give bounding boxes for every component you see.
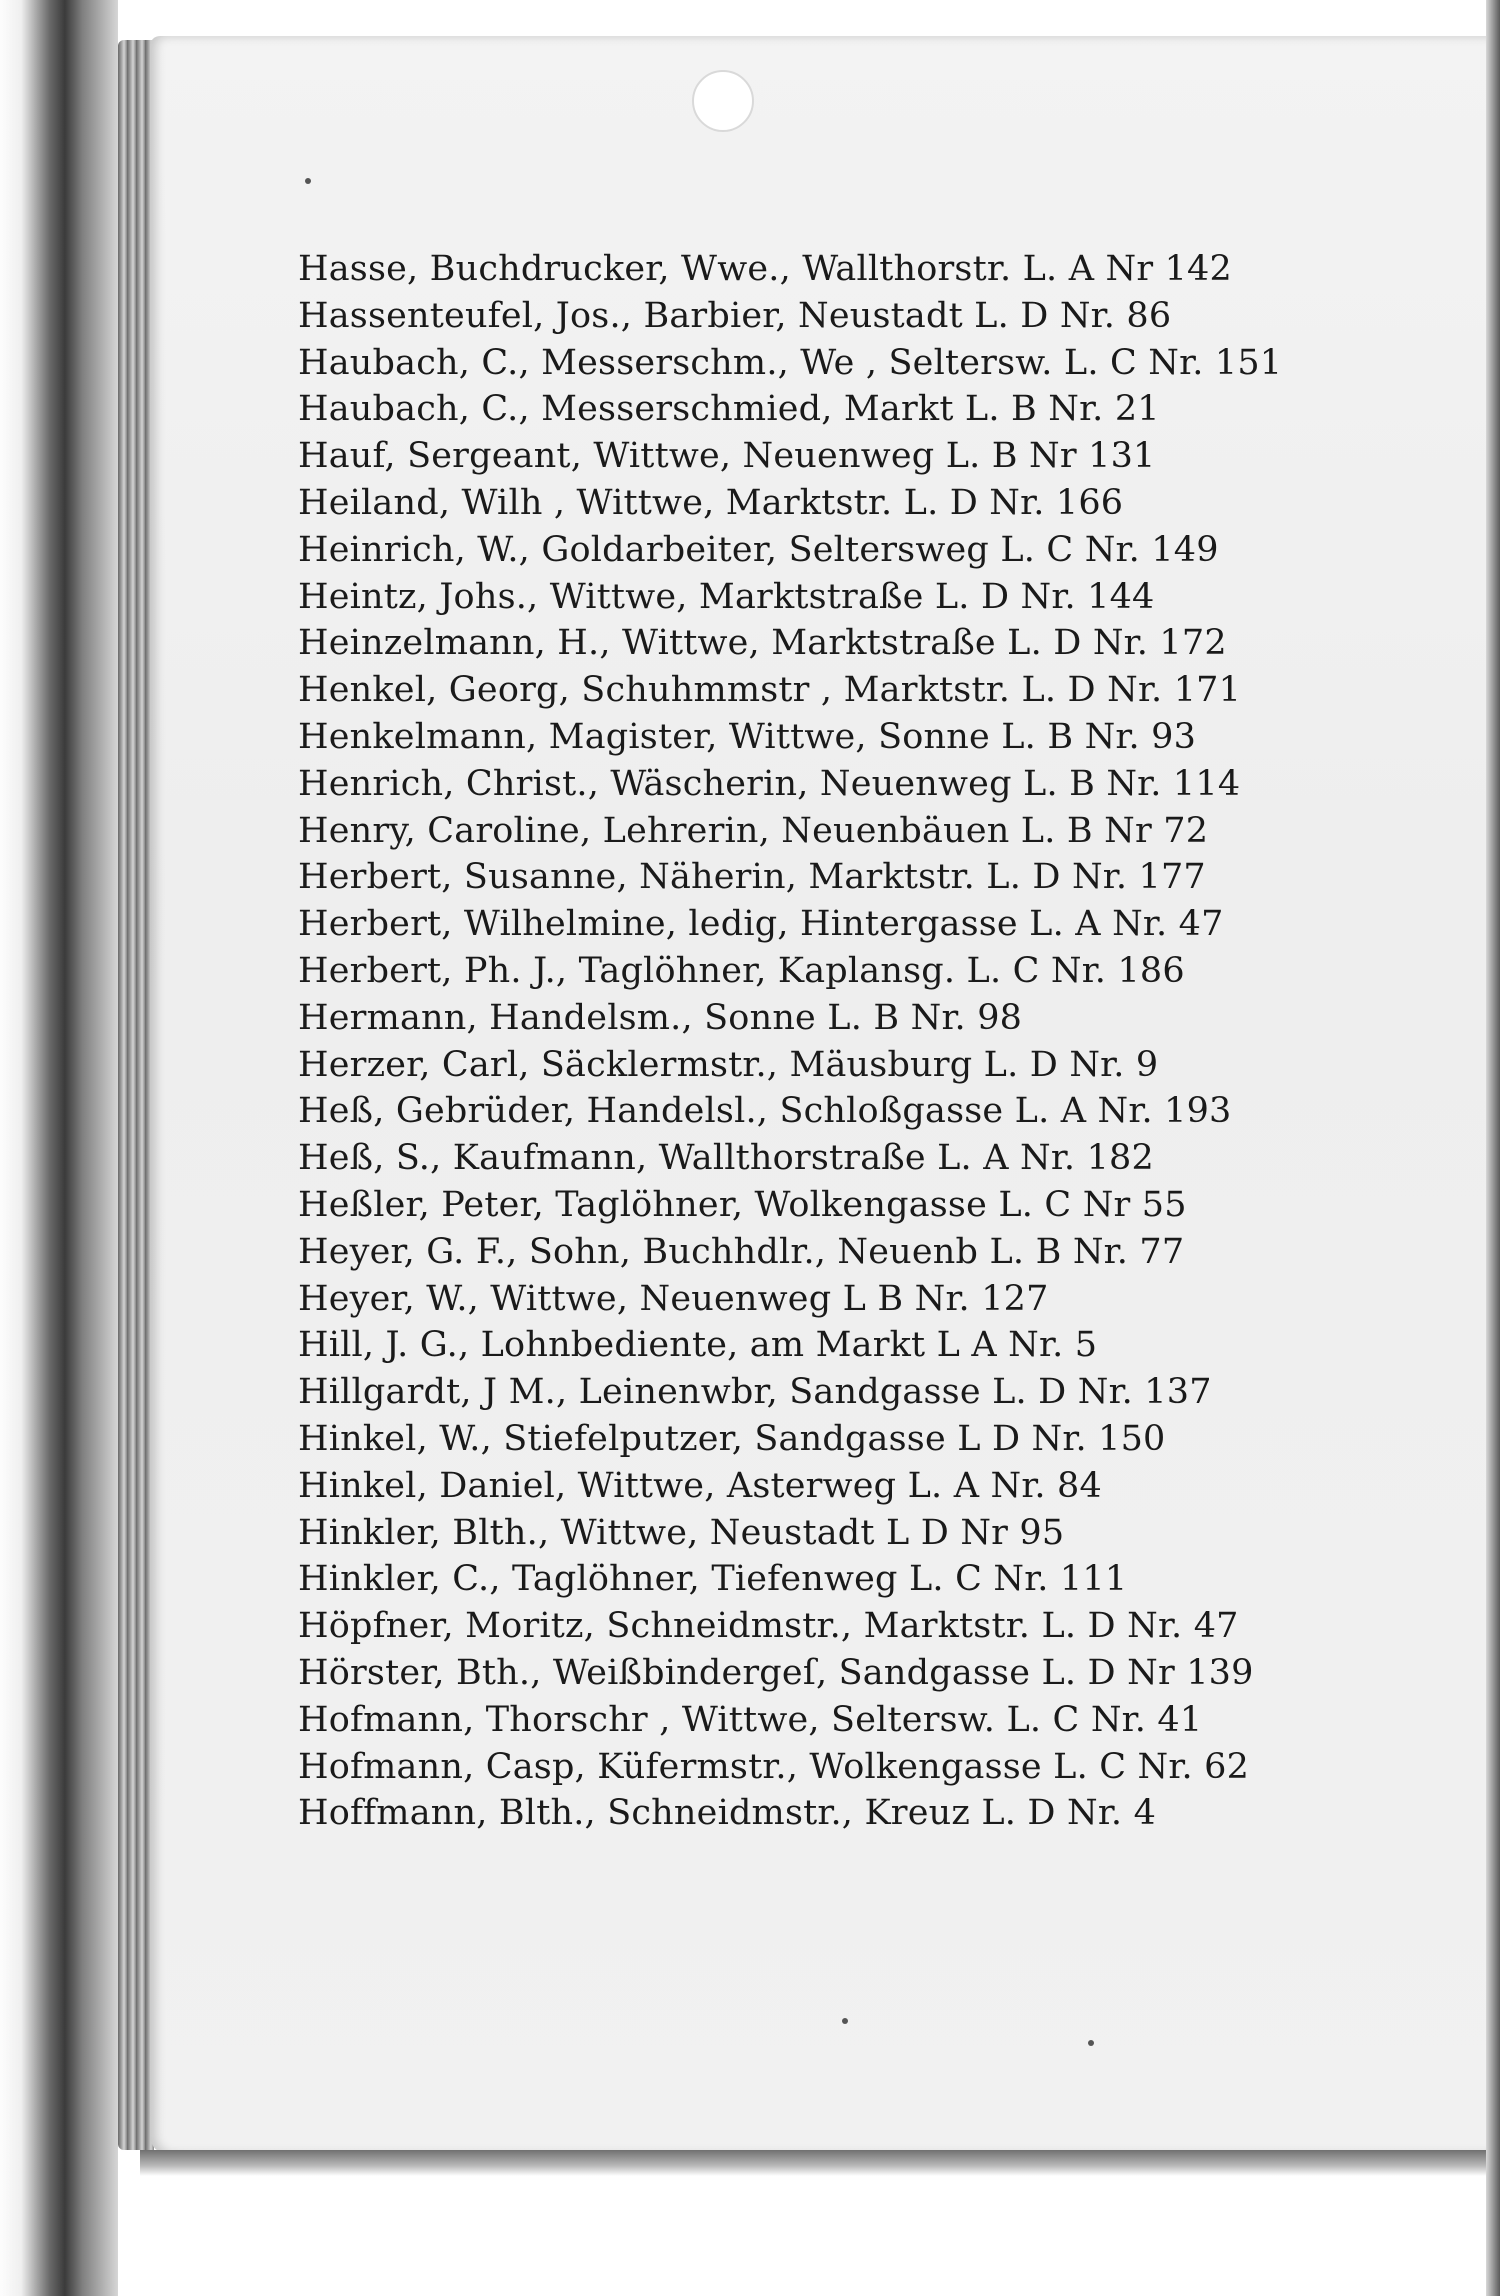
directory-entry: Herzer, Carl, Säcklermstr., Mäusburg L. D Nr. 9 xyxy=(298,1044,1159,1085)
directory-entry: Hassenteufel, Jos., Barbier, Neustadt L. D Nr. 86 xyxy=(298,295,1172,336)
directory-entry: Hauf, Sergeant, Wittwe, Neuenweg L. B Nr 131 xyxy=(298,436,1156,477)
page-right-edge xyxy=(1486,0,1500,2296)
directory-entry: Heß, Gebrüder, Handelsl., Schloßgasse L. A Nr. 193 xyxy=(298,1091,1232,1132)
ink-speck xyxy=(842,2018,848,2024)
directory-entry: Hasse, Buchdrucker, Wwe., Wallthorstr. L. A Nr 142 xyxy=(298,249,1232,289)
directory-entry: Hörster, Bth., Weißbindergeſ, Sandgasse L. D Nr 139 xyxy=(298,1652,1254,1693)
punch-hole xyxy=(692,70,754,132)
directory-entry: Heiland, Wilh , Wittwe, Marktstr. L. D Nr. 166 xyxy=(298,482,1124,523)
directory-entry: Heyer, G. F., Sohn, Buchhdlr., Neuenb L. B Nr. 77 xyxy=(298,1231,1185,1272)
directory-entry: Henrich, Christ., Wäscherin, Neuenweg L. B Nr. 114 xyxy=(298,763,1241,804)
page-bottom-shadow xyxy=(140,2150,1500,2176)
page-stack-edge xyxy=(118,40,154,2150)
directory-entry: Hermann, Handelsm., Sonne L. B Nr. 98 xyxy=(298,997,1023,1038)
directory-entry: Haubach, C., Messerschmied, Markt L. B Nr. 21 xyxy=(298,389,1160,430)
directory-list xyxy=(298,246,1418,1837)
ink-speck xyxy=(1088,2040,1094,2046)
directory-entry: Hinkler, Blth., Wittwe, Neustadt L D Nr 95 xyxy=(298,1512,1065,1553)
directory-entry: Herbert, Wilhelmine, ledig, Hintergasse L. A Nr. 47 xyxy=(298,904,1224,945)
directory-entry: Hinkel, W., Stiefelputzer, Sandgasse L D Nr. 150 xyxy=(298,1418,1166,1459)
directory-entry: Heinzelmann, H., Wittwe, Marktstraße L. D Nr. 172 xyxy=(298,623,1227,664)
directory-entry: Heßler, Peter, Taglöhner, Wolkengasse L. C Nr 55 xyxy=(298,1184,1187,1225)
directory-entry: Hinkler, C., Taglöhner, Tiefenweg L. C Nr. 111 xyxy=(298,1559,1128,1600)
directory-entry: Henry, Caroline, Lehrerin, Neuenbäuen L. B Nr 72 xyxy=(298,810,1209,851)
directory-entry: Henkel, Georg, Schuhmmstr , Marktstr. L. D Nr. 171 xyxy=(298,670,1242,711)
directory-entry: Heyer, W., Wittwe, Neuenweg L B Nr. 127 xyxy=(298,1278,1049,1319)
ink-speck xyxy=(305,178,311,184)
book-spine xyxy=(0,0,118,2296)
directory-entry: Heintz, Johs., Wittwe, Marktstraße L. D Nr. 144 xyxy=(298,576,1155,617)
directory-entry: Herbert, Susanne, Näherin, Marktstr. L. D Nr. 177 xyxy=(298,857,1206,898)
directory-entry: Hinkel, Daniel, Wittwe, Asterweg L. A Nr. 84 xyxy=(298,1465,1102,1506)
directory-entry: Hoffmann, Blth., Schneidmstr., Kreuz L. D Nr. 4 xyxy=(298,1793,1157,1834)
directory-entry: Höpfner, Moritz, Schneidmstr., Marktstr. L. D Nr. 47 xyxy=(298,1606,1239,1647)
directory-entry: Herbert, Ph. J., Taglöhner, Kaplansg. L. C Nr. 186 xyxy=(298,950,1185,991)
directory-entry: Hofmann, Casp, Küfermstr., Wolkengasse L. C Nr. 62 xyxy=(298,1746,1250,1787)
directory-entry: Haubach, C., Messerschm., We , Selterѕw. L. C Nr. 151 xyxy=(298,342,1283,383)
directory-entry: Hill, J. G., Lohnbediente, am Markt L A Nr. 5 xyxy=(298,1325,1098,1366)
directory-entry: Hillgardt, J M., Leinenwbr, Sandgasse L. D Nr. 137 xyxy=(298,1372,1212,1413)
directory-entry: Henkelmann, Magister, Wittwe, Sonne L. B Nr. 93 xyxy=(298,716,1197,757)
directory-entry: Heß, S., Kaufmann, Wallthorstraße L. A Nr. 182 xyxy=(298,1138,1154,1179)
directory-entry: Hofmann, Thorschr , Wittwe, Seltersw. L. C Nr. 41 xyxy=(298,1699,1203,1740)
directory-entry: Heinrich, W., Goldarbeiter, Seltersweg L. C Nr. 149 xyxy=(298,529,1219,570)
